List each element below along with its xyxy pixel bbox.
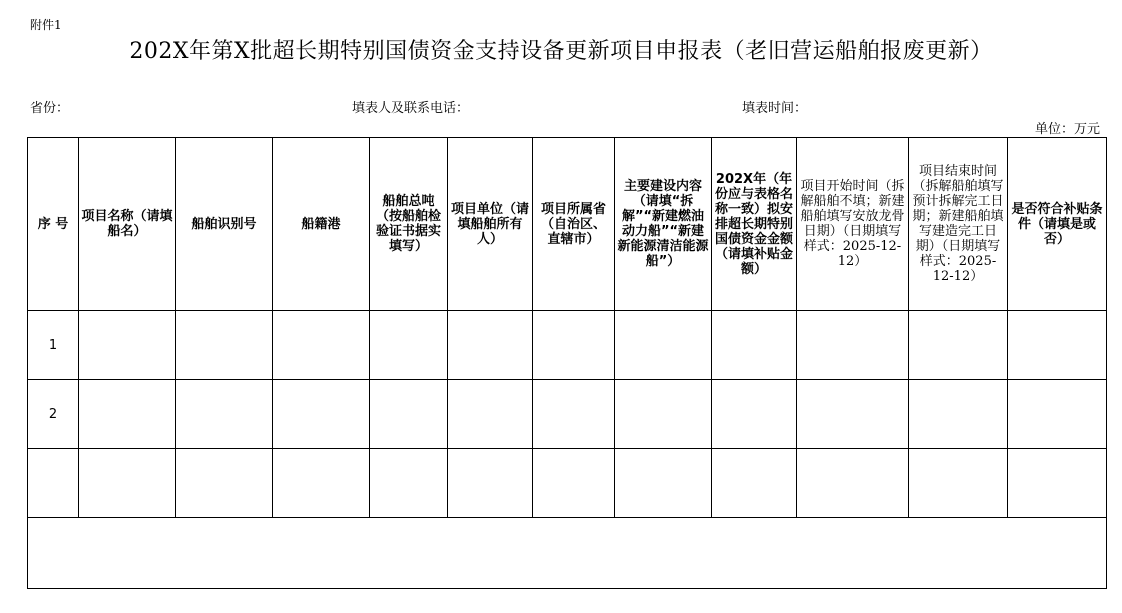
province-label: 省份： xyxy=(30,101,70,116)
merged-blank-cell[interactable] xyxy=(28,518,1107,589)
table-cell[interactable] xyxy=(370,449,448,518)
table-cell[interactable] xyxy=(533,311,615,380)
table-cell[interactable] xyxy=(909,449,1008,518)
application-table xyxy=(27,137,1107,589)
table-cell[interactable] xyxy=(797,380,909,449)
table-cell[interactable] xyxy=(909,311,1008,380)
unit-label: 单位：万元 xyxy=(1034,122,1100,137)
row-number: 1 xyxy=(28,311,79,380)
table-cell[interactable] xyxy=(1008,380,1107,449)
header-project-name: 项目名称（请填船名） xyxy=(79,138,176,311)
header-project-unit: 项目单位（请填船舶所有人） xyxy=(448,138,533,311)
filler-contact-label: 填表人及联系电话： xyxy=(352,101,470,116)
header-port-of-registry: 船籍港 xyxy=(273,138,370,311)
table-cell[interactable] xyxy=(448,311,533,380)
header-ship-id: 船舶识别号 xyxy=(176,138,273,311)
table-cell[interactable] xyxy=(1008,311,1107,380)
header-serial-number: 序 号 xyxy=(28,138,79,311)
table-cell[interactable] xyxy=(79,380,176,449)
table-cell[interactable] xyxy=(615,380,712,449)
table-cell[interactable] xyxy=(79,449,176,518)
table-cell[interactable] xyxy=(533,380,615,449)
table-cell[interactable] xyxy=(712,380,797,449)
table-cell[interactable] xyxy=(797,449,909,518)
header-row xyxy=(28,138,1107,311)
table-cell[interactable] xyxy=(176,311,273,380)
row-number xyxy=(28,449,79,518)
header-construction-content: 主要建设内容（请填“拆解”“新建燃油动力船”“新建新能源清洁能源船”） xyxy=(615,138,712,311)
form-title: 202X年第X批超长期特别国债资金支持设备更新项目申报表（老旧营运船舶报废更新） xyxy=(129,39,993,64)
table-cell[interactable] xyxy=(448,449,533,518)
table-cell[interactable] xyxy=(273,380,370,449)
table-cell[interactable] xyxy=(909,380,1008,449)
table-cell[interactable] xyxy=(448,380,533,449)
table-cell[interactable] xyxy=(712,449,797,518)
table-cell[interactable] xyxy=(273,311,370,380)
table-cell[interactable] xyxy=(370,311,448,380)
table-cell[interactable] xyxy=(273,449,370,518)
header-gross-tonnage: 船舶总吨（按船舶检验证书据实填写） xyxy=(370,138,448,311)
table-row xyxy=(28,311,1107,380)
table-cell[interactable] xyxy=(533,449,615,518)
table-cell[interactable] xyxy=(615,311,712,380)
header-end-time: 项目结束时间（拆解船舶填写预计拆解完工日期；新建船舶填写建造完工日期）（日期填写样式：2025-12-12） xyxy=(909,138,1008,311)
fill-time-label: 填表时间： xyxy=(742,101,808,116)
table-cell[interactable] xyxy=(797,311,909,380)
table-row xyxy=(28,380,1107,449)
table-cell[interactable] xyxy=(176,449,273,518)
table-row xyxy=(28,449,1107,518)
header-start-time: 项目开始时间（拆解船舶不填；新建船舶填写安放龙骨日期）（日期填写样式：2025-12-12） xyxy=(797,138,909,311)
header-province: 项目所属省（自治区、直辖市） xyxy=(533,138,615,311)
table-cell[interactable] xyxy=(176,380,273,449)
table-summary-row xyxy=(28,518,1107,589)
table-cell[interactable] xyxy=(615,449,712,518)
table-cell[interactable] xyxy=(1008,449,1107,518)
table-cell[interactable] xyxy=(370,380,448,449)
attachment-label: 附件1 xyxy=(30,18,62,32)
table-cell[interactable] xyxy=(712,311,797,380)
header-subsidy-eligibility: 是否符合补贴条件（请填是或否） xyxy=(1008,138,1107,311)
row-number: 2 xyxy=(28,380,79,449)
header-funding-amount: 202X年（年份应与表格名称一致）拟安排超长期特别国债资金金额（请填补贴金额） xyxy=(712,138,797,311)
table-cell[interactable] xyxy=(79,311,176,380)
